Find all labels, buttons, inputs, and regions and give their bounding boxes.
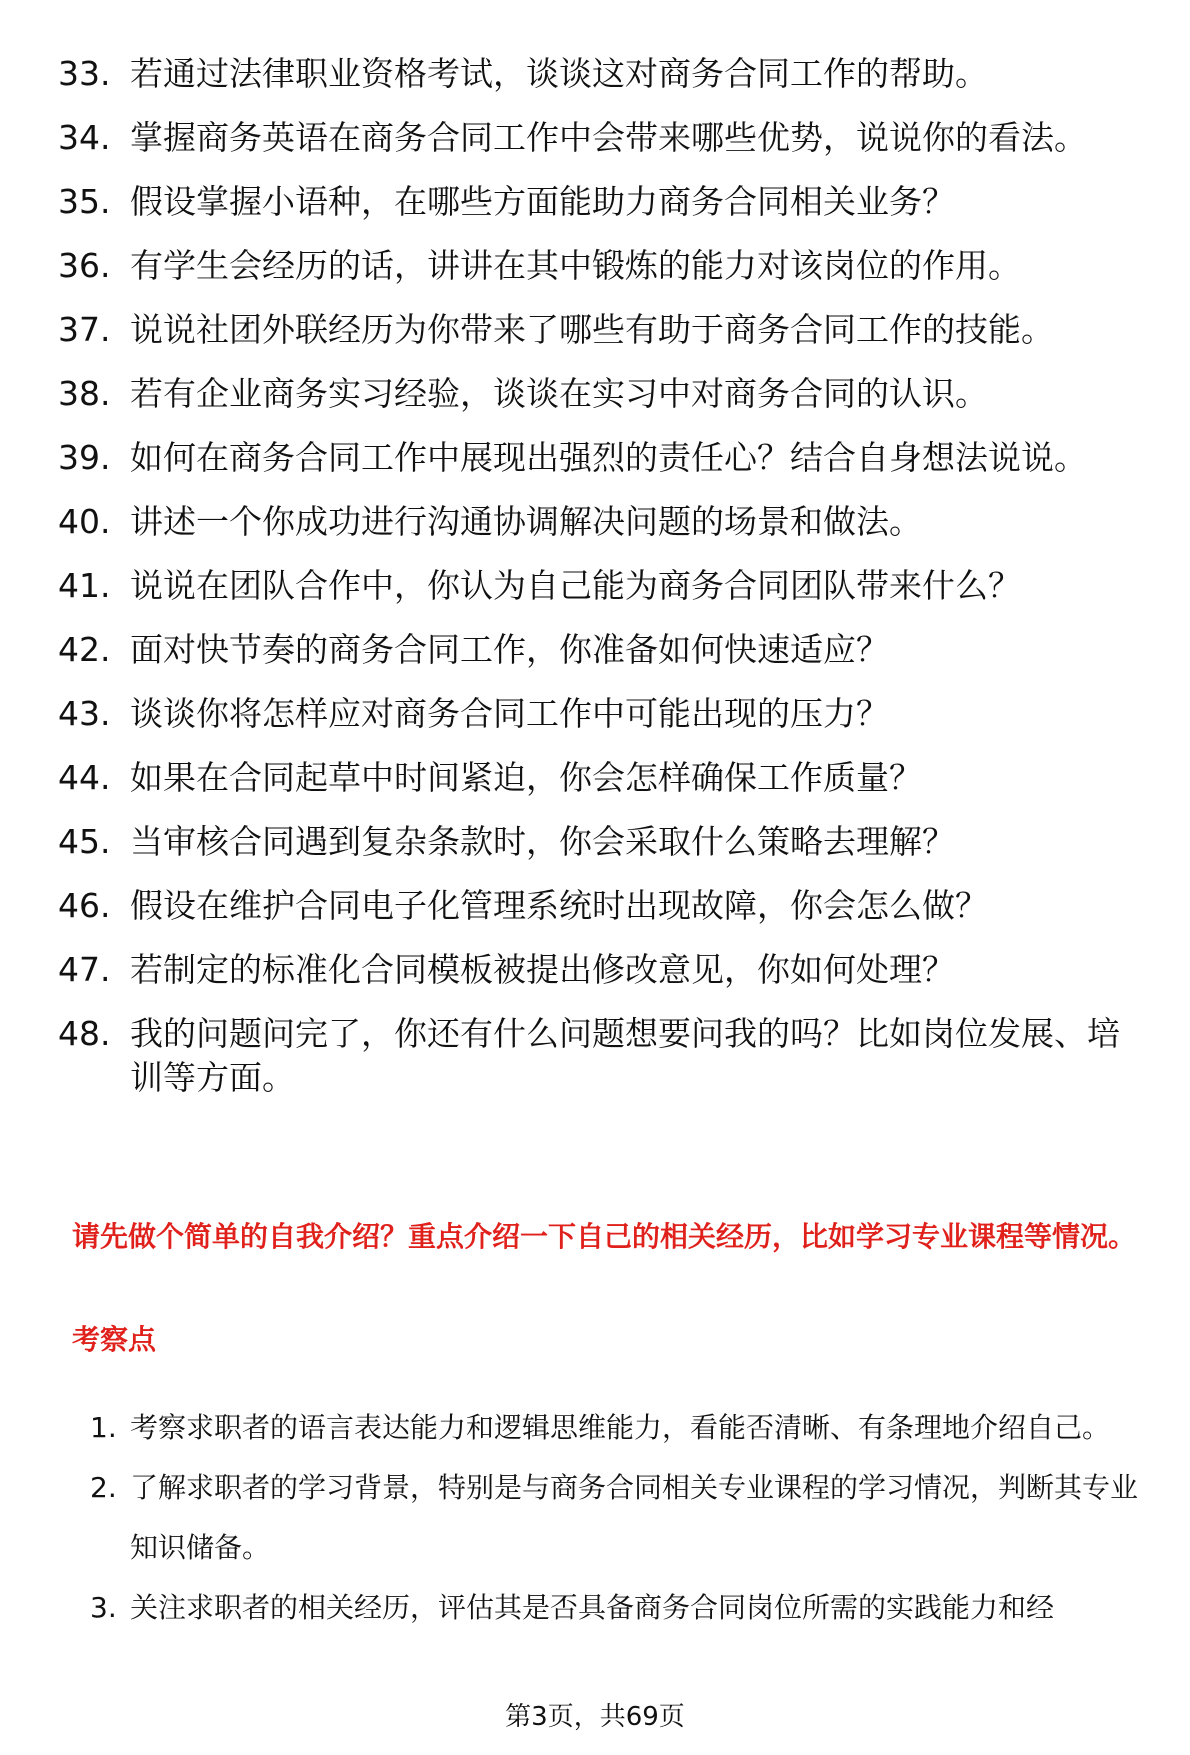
question-number: 34. (58, 118, 111, 157)
point-number: 2. (90, 1471, 117, 1504)
question-number: 43. (58, 694, 111, 733)
point-text: 了解求职者的学习背景，特别是与商务合同相关专业课程的学习情况，判断其专业知识储备。 (130, 1471, 1139, 1564)
question-item (58, 244, 1138, 288)
question-text: 讲述一个你成功进行沟通协调解决问题的场景和做法。 (130, 502, 922, 541)
question-text: 我的问题问完了，你还有什么问题想要问我的吗？比如岗位发展、培训等方面。 (130, 1014, 1120, 1097)
question-item (58, 308, 1138, 352)
question-number: 46. (58, 886, 111, 925)
question-number: 45. (58, 822, 111, 861)
question-text: 若有企业商务实习经验，谈谈在实习中对商务合同的认识。 (130, 374, 988, 413)
question-item (58, 116, 1138, 160)
section-label: 考察点 (72, 1323, 157, 1356)
question-number: 37. (58, 310, 111, 349)
question-number: 39. (58, 438, 111, 477)
question-item (58, 884, 1138, 928)
question-text: 掌握商务英语在商务合同工作中会带来哪些优势，说说你的看法。 (130, 118, 1087, 157)
question-number: 47. (58, 950, 111, 989)
point-text: 关注求职者的相关经历，评估其是否具备商务合同岗位所需的实践能力和经 (130, 1591, 1055, 1624)
question-item (58, 372, 1138, 416)
question-number: 35. (58, 182, 111, 221)
highlight-question: 请先做个简单的自我介绍？重点介绍一下自己的相关经历，比如学习专业课程等情况。 (72, 1220, 1137, 1253)
question-number: 44. (58, 758, 111, 797)
question-number: 36. (58, 246, 111, 285)
point-number: 1. (90, 1411, 117, 1444)
question-number: 41. (58, 566, 111, 605)
assessment-point (90, 1458, 1160, 1578)
question-text: 若制定的标准化合同模板被提出修改意见，你如何处理？ (130, 950, 955, 989)
question-item (58, 756, 1138, 800)
question-item (58, 628, 1138, 672)
question-item (58, 820, 1138, 864)
point-text: 考察求职者的语言表达能力和逻辑思维能力，看能否清晰、有条理地介绍自己。 (130, 1411, 1111, 1444)
question-text: 说说在团队合作中，你认为自己能为商务合同团队带来什么？ (130, 566, 1021, 605)
page-footer: 第3页，共69页 (505, 1702, 685, 1732)
question-number: 42. (58, 630, 111, 669)
question-text: 如何在商务合同工作中展现出强烈的责任心？结合自身想法说说。 (130, 438, 1087, 477)
question-text: 假设掌握小语种，在哪些方面能助力商务合同相关业务？ (130, 182, 955, 221)
question-item (58, 564, 1138, 608)
question-text: 如果在合同起草中时间紧迫，你会怎样确保工作质量？ (130, 758, 922, 797)
question-number: 33. (58, 54, 111, 93)
question-item (58, 180, 1138, 224)
question-number: 48. (58, 1014, 111, 1053)
question-text: 谈谈你将怎样应对商务合同工作中可能出现的压力？ (130, 694, 889, 733)
question-item (58, 436, 1138, 480)
question-item (58, 52, 1138, 96)
question-text: 当审核合同遇到复杂条款时，你会采取什么策略去理解？ (130, 822, 955, 861)
assessment-point (90, 1398, 1160, 1458)
assessment-point (90, 1578, 1160, 1638)
question-text: 若通过法律职业资格考试，谈谈这对商务合同工作的帮助。 (130, 54, 988, 93)
question-number: 40. (58, 502, 111, 541)
assessment-points-list (90, 1398, 1160, 1638)
question-text: 假设在维护合同电子化管理系统时出现故障，你会怎么做？ (130, 886, 988, 925)
question-item (58, 500, 1138, 544)
question-number: 38. (58, 374, 111, 413)
question-item (58, 948, 1138, 992)
point-number: 3. (90, 1591, 117, 1624)
question-list (58, 52, 1138, 1120)
question-item (58, 692, 1138, 736)
question-item (58, 1012, 1138, 1100)
question-text: 有学生会经历的话，讲讲在其中锻炼的能力对该岗位的作用。 (130, 246, 1021, 285)
question-text: 面对快节奏的商务合同工作，你准备如何快速适应？ (130, 630, 889, 669)
question-text: 说说社团外联经历为你带来了哪些有助于商务合同工作的技能。 (130, 310, 1054, 349)
